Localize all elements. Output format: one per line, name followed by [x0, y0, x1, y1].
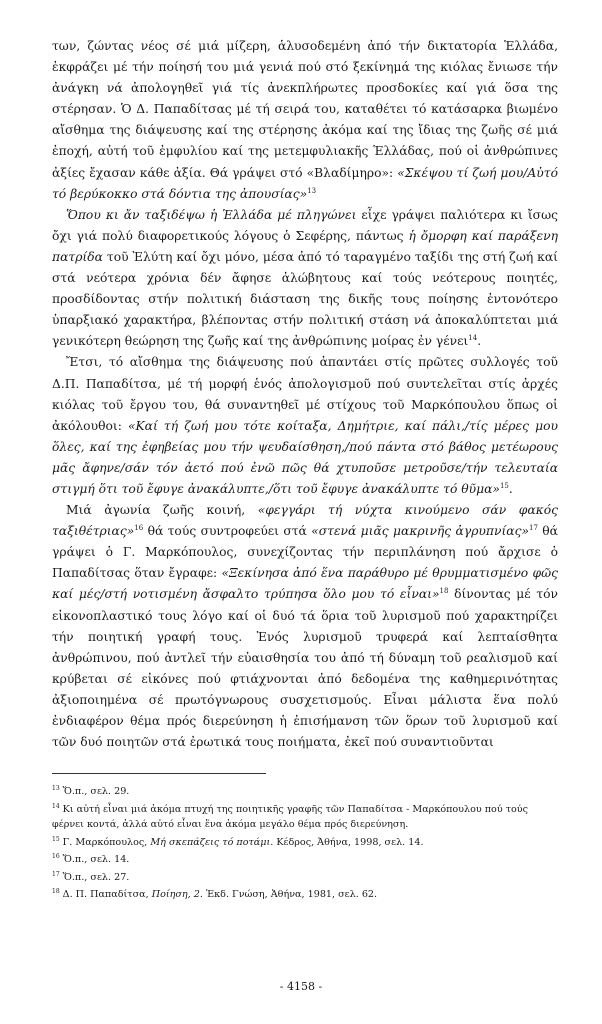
footnote-ref: 18	[439, 587, 449, 596]
text-run: θά γράψει ὁ Γ. Μαρκόπουλος, συνεχίζοντας τήν περιπλάνηση πού ἄρχισε ὁ Παπαδίτσας ὅταν ἔγραφε:	[52, 524, 558, 581]
italic-text: ἡ ὄμορφη καί παράξενη πατρίδα	[52, 228, 558, 264]
italic-text: «φεγγάρι τή νύχτα κινούμενο σάν φακός ταξιθέτριας»	[52, 503, 558, 539]
paragraph	[52, 352, 558, 500]
italic-text: «Σκέψου τί ζωή μου/Αὐτό τό βερύκοκκο στά δόντια της ἀπουσίας»	[52, 165, 558, 201]
text-run: .	[508, 481, 513, 496]
footnote-ref: 15	[499, 481, 509, 490]
text-run: Ὅ.π., σελ. 27.	[62, 871, 130, 883]
paragraph	[52, 36, 558, 205]
italic-text: «στενά μιᾶς μακρινῆς ἀγρυπνίας»	[311, 524, 529, 539]
text-run: εἶχε γράψει παλιότερα κι ἴσως ὄχι γιά πολύ διαφορετικούς λόγους ὁ Σεφέρης, πάντως	[52, 207, 558, 243]
text-run: θά τούς συντροφεύει στά	[143, 524, 312, 539]
italic-text: «Καί τή ζωή μου τότε κοίταξα, Δημήτριε, καί πάλι,/τίς μέρες μου ὅλες, καί της ἐφηβείας μου τήν ψευδαίσθηση,/πού πάντα στό βάθος μετέωρους μᾶς ἄφηνε/σάν τόν ἀετό πού ἐνῶ πῶς θά χτυποῦσε μετροῦσε/τήν τελευταία στιγμή ὅτι τοῦ ἔφυγε ἀνακάλυπτε,/ὅτι τοῦ ἔφυγε ἀνακάλυπτε τό θῦμα»	[52, 418, 558, 496]
footnote-number: 18	[52, 888, 60, 895]
page-number: - 4158 -	[279, 980, 323, 993]
text-run: Γ. Μαρκόπουλος,	[62, 836, 151, 848]
footnote-ref: 17	[529, 524, 538, 533]
text-run: Κι αὐτή εἶναι μιά ἀκόμα πτυχή της ποιητικῆς γραφῆς τῶν Παπαδίτσα - Μαρκόπουλου πού τούς φέρνει κοντά, ἀλλά αὐτό εἶναι ἕνα ἀκόμα μεγάλο θέμα πρός διερεύνηση.	[52, 803, 528, 831]
text-run: . Ἐκδ. Γνώση, Ἀθήνα, 1981, σελ. 62.	[199, 889, 378, 901]
paragraph	[52, 500, 558, 753]
footnote	[52, 870, 558, 886]
footnote	[52, 887, 558, 903]
text-run: Μιά ἀγωνία ζωῆς κοινή,	[66, 503, 258, 518]
footnote	[52, 802, 558, 833]
text-run: Ὅ.π., σελ. 14.	[62, 854, 130, 866]
footnote-ref: 16	[134, 524, 144, 533]
footnote-ref: 14	[468, 334, 478, 343]
text-run: .	[477, 334, 482, 349]
footnote	[52, 835, 558, 851]
footnote-number: 15	[52, 835, 60, 843]
italic-text: Ὅπου κι ἄν ταξιδέψω ἡ Ἑλλάδα μέ πληγώνει	[66, 207, 357, 222]
footnote	[52, 784, 558, 800]
paragraph	[52, 205, 558, 353]
text-run: των, ζώντας νέος σέ μιά μίζερη, ἁλυσοδεμένη ἀπό τήν δικτατορία Ἑλλάδα, ἐκφράζει μέ τήν ποίησή του μιά γενιά πού στό ξεκίνημά της κιόλας ἔνιωσε τήν ἀνάγκη νά ἀπολογηθεῖ γιά τίς ἀνεκπλήρωτες προσδοκίες καί γιά ὅσα της στέρησαν. Ὁ Δ. Παπαδίτσας μέ τή σειρά του, καταθέτει τό κατάσαρκα βιωμένο αἴσθημα της διάψευσης καί της στέρησης ἀκόμα καί της ἴδιας της ζωῆς σέ μιά ἐποχή, αὐτή τοῦ ἐμφυλίου καί της μετεμφυλιακῆς Ἑλλάδας, πού οἱ ἀνθρώπινες ἀξίες ἔχασαν κάθε ἀξία. Θά γράψει στό «Βλαδίμηρο»:	[52, 39, 558, 180]
footnote	[52, 852, 558, 868]
body-text	[52, 36, 558, 753]
text-run: τοῦ Ἐλύτη καί ὄχι μόνο, μέσα ἀπό τό ταραγμένο ταξίδι της στή ζωή καί στά νεότερα χρόνια δέν ἄφησε ἀλώβητους καί τούς νεότερους ποιητές, προσδίδοντας στήν πολιτική διάσταση της δικῆς τους ποίησης ἐντονότερο ὑπαρξιακό χαρακτήρα, βλέποντας στήν πολιτική στάση νά ἀποκαλύπτεται μιά γενικότερη θεώρηση της ζωῆς καί της ἀνθρώπινης μοίρας ἐν γένει	[52, 249, 558, 349]
footnote-number: 13	[52, 785, 60, 792]
footnote-number: 14	[52, 802, 60, 810]
text-run: Ὅ.π., σελ. 29.	[62, 786, 130, 798]
text-run: Δ. Π. Παπαδίτσα,	[62, 889, 152, 901]
footnote-ref: 13	[307, 186, 317, 195]
italic-text: Ποίηση, 2	[151, 889, 200, 901]
footnote-divider	[52, 773, 266, 774]
italic-text: Μή σκεπάζεις τό ποτάμι	[150, 836, 271, 848]
footnote-number: 17	[52, 870, 60, 878]
text-run: δίνοντας μέ τόν εἰκονοπλαστικό τους λόγο καί οἱ δυό τά ὅρια τοῦ λυρισμοῦ πού χαρακτηρίζει τήν ποιητική γραφή τους. Ἑνός λυρισμοῦ τρυφερά καί λεπταίσθητα ἀνθρώπινου, πού ἀντλεῖ τήν εὐαισθησία του ἀπό τή δύναμη τοῦ ρεαλισμοῦ καί κρύβεται σέ εἰκόνες πού φτιάχνονται ἀπό δεδομένα της καθημερινότητας ἀξιοποιημένα σέ πρωτόγνωρους συσχετισμούς. Εἶναι μάλιστα ἕνα πολύ ἐνδιαφέρον θέμα πρός διερεύνηση ἡ ἐπισήμανση τῶν ὅρων τοῦ λυρισμοῦ καί τῶν δυό ποιητῶν στά ἐρωτικά τους ποιήματα, ἐκεῖ πού συναντιοῦνται	[52, 587, 559, 750]
footnotes	[52, 784, 558, 903]
text-run: . Κέδρος, Ἀθήνα, 1998, σελ. 14.	[270, 836, 424, 848]
text-run: Ἔτσι, τό αἴσθημα της διάψευσης πού ἀπαντάει στίς πρῶτες συλλογές τοῦ Δ.Π. Παπαδίτσα, μέ τή μορφή ἑνός ἀπολογισμοῦ πού συντελεῖται στίς ἀρχές κιόλας τοῦ ἔργου του, θά συναντηθεῖ μέ στίχους τοῦ Μαρκόπουλου ὅπως οἱ ἀκόλουθοι:	[52, 355, 558, 433]
italic-text: «Ξεκίνησα ἀπό ἕνα παράθυρο μέ θρυμματισμένο φῶς καί μές/στή νοτισμένη ἄσφαλτο τρύπησα ὅλο μου τό εἶναι»	[52, 566, 559, 602]
footnote-number: 16	[52, 853, 60, 860]
